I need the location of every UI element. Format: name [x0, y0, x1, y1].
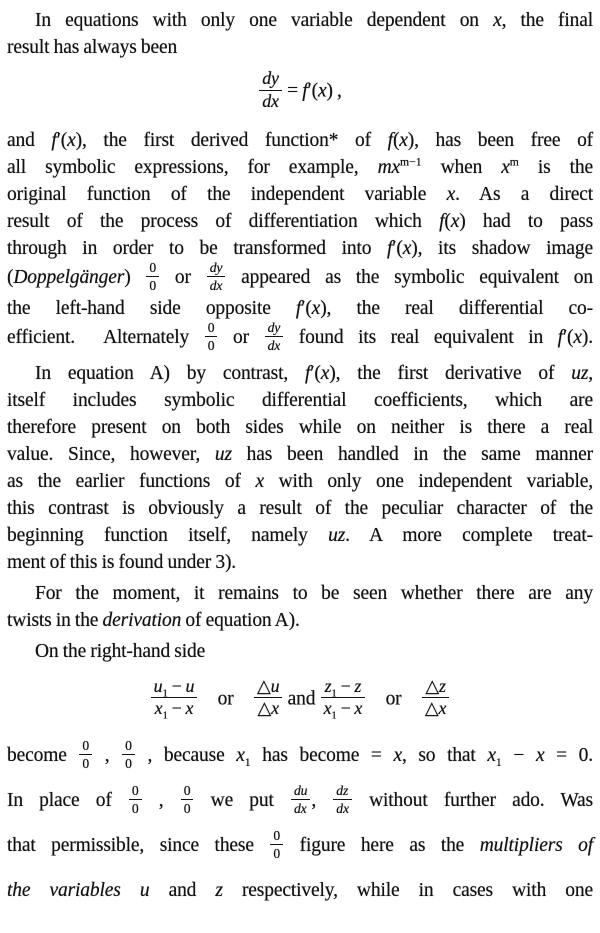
fraction-numerator	[333, 783, 352, 800]
italic-text: f	[387, 130, 393, 152]
italic-text: derivation	[102, 609, 182, 631]
fraction-numerator: 0	[122, 738, 135, 755]
fraction	[421, 677, 450, 719]
subscript: 1	[162, 687, 168, 700]
fraction	[253, 677, 283, 719]
fraction-numerator	[207, 260, 226, 277]
text-line: efficient. Alternately $\frac{0}{0}$ or $\frac{dy}{dx}$ found its real equivalent in f′(x).	[7, 320, 593, 354]
fraction	[264, 320, 285, 353]
text-line: original function of the independent variable x. As a direct	[7, 184, 593, 206]
text-line: and f′(x), the first derived function* of f(x), has been free of	[7, 130, 594, 152]
text-line: In equations with only one variable dependent on x, the final	[35, 10, 593, 31]
fraction-denominator: 0	[149, 278, 157, 294]
fraction-numerator: 0	[146, 260, 159, 277]
fraction-numerator: 0	[205, 320, 218, 337]
text-line: In equation A) by contrast, f′(x), the first derivative of uz,	[35, 362, 594, 384]
italic-text: dx	[336, 800, 349, 816]
text-line: On the right-hand side	[35, 640, 206, 662]
fraction-denominator: △x	[424, 698, 447, 719]
fraction-denominator	[291, 800, 310, 816]
italic-text: f	[295, 298, 302, 320]
italic-text: x	[311, 298, 321, 320]
fraction	[150, 675, 199, 722]
italic-text: uz	[214, 443, 232, 465]
text-line: the left-hand side opposite f′(x), the real differential co-	[7, 298, 593, 320]
fraction-denominator: 0	[131, 800, 139, 816]
italic-text: x	[487, 744, 496, 766]
italic-text: f	[439, 211, 445, 233]
fraction-denominator: 0	[183, 800, 191, 816]
italic-text: z	[354, 675, 362, 696]
paragraph	[7, 733, 593, 913]
text-line: value. Since, however, uz has been handled in the same manner	[7, 443, 593, 465]
italic-text: dx	[267, 338, 281, 354]
italic-text: x	[255, 470, 264, 492]
fraction-numerator: 0	[181, 783, 194, 800]
fraction-denominator: 0	[82, 755, 90, 771]
italic-text: multipliers of	[479, 834, 593, 856]
italic-text: dx	[262, 90, 279, 111]
fraction	[204, 320, 219, 353]
subscript: 1	[244, 755, 251, 769]
fraction	[269, 828, 284, 861]
italic-text: x	[402, 238, 412, 260]
text-line: For the moment, it remains to be seen whether there are any	[35, 582, 593, 604]
italic-text: x	[320, 362, 330, 384]
paragraph	[7, 127, 593, 355]
fraction-numerator: △u	[254, 677, 282, 699]
fraction-denominator	[259, 91, 282, 112]
italic-text: u	[185, 675, 195, 696]
italic-text: x	[323, 698, 332, 719]
italic-text: x	[535, 744, 545, 766]
text-line: result of the process of differentiation which f(x) had to pass	[7, 211, 594, 233]
fraction	[290, 783, 311, 816]
italic-text: x	[236, 744, 245, 766]
fraction-numerator: $z_1 - z$	[321, 677, 366, 699]
fraction-numerator: $u_1 - u$	[151, 677, 198, 699]
subscript: 1	[331, 709, 337, 722]
text-line: itself includes symbolic differential coefficients, which are	[7, 389, 593, 411]
text-line: through in order to be transformed into f′(x), its shadow image	[7, 238, 593, 260]
fraction-denominator: 0	[125, 755, 132, 771]
italic-text: mx	[377, 157, 401, 179]
italic-text: x	[354, 698, 363, 719]
text-line: as the earlier functions of x with only one independent variable,	[7, 470, 593, 492]
italic-text: x	[493, 10, 502, 31]
italic-text: z	[324, 675, 332, 696]
display-equation: $\frac{dy}{dx}$ = f′(x) ,	[7, 71, 593, 113]
italic-text: uz	[571, 362, 589, 384]
italic-text: du	[294, 782, 308, 798]
fraction	[258, 69, 283, 111]
display-equation: $\frac{u_1 - u}{x_1 - x}$ or $\frac{\triangle u}{\triangle x}$ and $\frac{z_1 - z}{x_1 - x}$ or $\frac{\triangle z}{\triangle x}$	[7, 679, 593, 721]
italic-text: x	[67, 130, 76, 152]
italic-text: dz	[336, 782, 349, 798]
italic-text: f	[51, 130, 57, 152]
italic-text: z	[215, 879, 223, 901]
fraction	[78, 738, 93, 771]
italic-text: uz	[328, 524, 346, 546]
italic-text: x	[154, 698, 163, 719]
fraction	[121, 738, 136, 771]
fraction	[145, 260, 160, 293]
italic-text: u	[270, 675, 280, 696]
paragraph	[7, 7, 593, 61]
text-line: this contrast is obviously a result of the peculiar character of the	[7, 497, 593, 519]
text-line: beginning function itself, namely uz. A more complete treat-	[7, 524, 593, 546]
italic-text: x	[399, 130, 408, 152]
fraction-numerator: 0	[129, 783, 142, 800]
fraction	[180, 783, 195, 816]
italic-text: x	[317, 80, 327, 102]
italic-text: f	[557, 327, 563, 349]
paragraph	[7, 638, 593, 665]
text-line: In place of $\frac{0}{0}$ , $\frac{0}{0}$ we put $\frac{du}{dx}$ , $\frac{dz}{dx}$ without further ado. Was	[7, 782, 593, 816]
text-line: (Doppelgänger) $\frac{0}{0}$ or $\frac{dy}{dx}$ appeared as the symbolic equivalent on	[7, 260, 593, 294]
italic-text: f	[305, 362, 311, 384]
italic-text: dy	[267, 320, 281, 336]
text-line: become $\frac{0}{0}$ , $\frac{0}{0}$ , because $x_1$ has become = x, so that $x_1 - x = 0$.	[7, 737, 593, 771]
italic-text: the variables	[7, 879, 121, 901]
italic-text: dy	[209, 260, 223, 276]
italic-text: u	[139, 879, 150, 901]
fraction-numerator	[265, 320, 284, 337]
text-line: that permissible, since these $\frac{0}{0}$ figure here as the multipliers of	[7, 827, 593, 861]
fraction-denominator: 0	[273, 845, 281, 861]
italic-text: f	[387, 238, 393, 260]
fraction	[332, 783, 353, 816]
paragraph	[7, 580, 593, 634]
text-line: the variables u and z respectively, while in cases with one	[7, 879, 593, 901]
italic-text: x	[438, 698, 447, 719]
fraction-denominator: $x_1 - x$	[323, 698, 363, 722]
fraction-denominator	[333, 800, 352, 816]
fraction-denominator	[265, 337, 284, 353]
fraction-denominator: △x	[257, 698, 279, 719]
fraction	[128, 783, 143, 816]
italic-text: x	[393, 744, 402, 766]
fraction-numerator: △z	[422, 677, 449, 699]
italic-text: x	[573, 327, 582, 349]
subscript: 1	[331, 687, 337, 700]
italic-text: dx	[209, 278, 223, 294]
fraction	[320, 675, 367, 722]
italic-text: x	[185, 698, 194, 719]
fraction-numerator	[291, 783, 310, 800]
fraction	[206, 260, 227, 293]
text-line: all symbolic expressions, for example, $mx^{m-1}$ when $x^m$ is the	[7, 155, 593, 179]
fraction-numerator: 0	[270, 828, 283, 845]
text-line: result has always been	[7, 37, 178, 58]
italic-text: dx	[294, 800, 307, 816]
text-line: ment of this is found under 3).	[7, 551, 237, 573]
text-line: twists in the derivation of equation A).	[7, 609, 300, 631]
superscript: m	[509, 155, 519, 169]
italic-text: Doppelgänger	[13, 267, 125, 289]
italic-text: x	[450, 211, 460, 233]
italic-text: z	[439, 675, 446, 696]
paragraph	[7, 360, 593, 576]
fraction-numerator: 0	[79, 738, 92, 755]
fraction-denominator: 0	[207, 338, 215, 354]
subscript: 1	[495, 755, 502, 769]
text-line: therefore present on both sides while on neither is there a real	[7, 416, 593, 438]
italic-text: f	[302, 80, 308, 102]
fraction-denominator	[207, 277, 226, 293]
italic-text: dy	[262, 68, 279, 88]
italic-text: u	[153, 675, 163, 696]
italic-text: x	[501, 157, 510, 179]
italic-text: x	[271, 698, 279, 719]
subscript: 1	[162, 709, 168, 722]
fraction-denominator: $x_1 - x$	[154, 698, 194, 722]
fraction-numerator	[259, 69, 282, 91]
superscript: m−1	[400, 155, 422, 169]
italic-text: x	[446, 184, 456, 206]
